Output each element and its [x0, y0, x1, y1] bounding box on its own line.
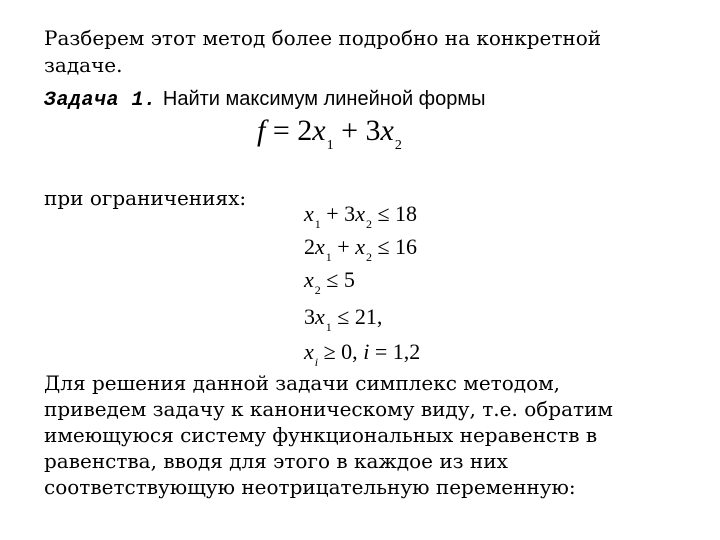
c2-sub-a: 1: [325, 250, 332, 264]
constraint-4: [304, 303, 382, 334]
constraint-2: [304, 233, 417, 264]
constraint-3: [304, 266, 355, 297]
c5-sub-a: i: [314, 355, 319, 369]
c4-var-a: x: [315, 304, 325, 329]
explanation-line: имеющуюся систему функциональных неравенств в: [44, 423, 598, 447]
constraints-label: при ограничениях:: [44, 186, 247, 210]
c2-mid: +: [331, 234, 356, 259]
c5-tail: = 1,2: [369, 339, 421, 364]
c1-rhs: ≤ 18: [371, 201, 418, 226]
task-text: Найти максимум линейной формы: [162, 88, 486, 110]
c1-var-b: x: [355, 201, 365, 226]
c1-var-a: x: [304, 201, 314, 226]
c3-sub-a: 2: [314, 283, 321, 297]
c4-rhs: ≤ 21,: [331, 304, 383, 329]
c2-var-a: x: [315, 234, 325, 259]
objective-var-2: x: [380, 114, 394, 147]
c5-var-a: x: [304, 339, 314, 364]
objective-sub-2: 2: [394, 138, 402, 153]
constraint-1: [304, 200, 417, 231]
intro-line-1: Разберем этот метод более подробно на конкретной: [44, 26, 602, 50]
objective-formula: [257, 115, 402, 153]
task-statement: [44, 85, 486, 114]
task-label: Задача 1.: [44, 89, 157, 112]
explanation-line: приведем задачу к каноническому виду, т.е. обратим: [44, 397, 613, 421]
explanation-line: соответствующую неотрицательную переменную:: [44, 475, 576, 499]
constraint-5: [304, 338, 420, 369]
c1-sub-b: 2: [365, 217, 372, 231]
c1-sub-a: 1: [314, 217, 321, 231]
c1-mid: + 3: [320, 201, 356, 226]
c4-sub-a: 1: [325, 320, 332, 334]
intro-line-2: задаче.: [44, 53, 123, 77]
c2-pre: 2: [304, 234, 315, 259]
c2-rhs: ≤ 16: [371, 234, 418, 259]
c5-rhs: ≥ 0,: [318, 339, 364, 364]
explanation-paragraph: [44, 370, 613, 500]
objective-lhs: f: [257, 114, 266, 147]
objective-sub-1: 1: [326, 138, 334, 153]
explanation-line: равенства, вводя для этого в каждое из них: [44, 449, 508, 473]
explanation-line: Для решения данной задачи симплекс методом,: [44, 371, 561, 395]
objective-var-1: x: [312, 114, 326, 147]
objective-eq: = 2: [265, 114, 313, 147]
c3-rhs: ≤ 5: [320, 267, 355, 292]
c3-var-a: x: [304, 267, 314, 292]
c4-pre: 3: [304, 304, 315, 329]
objective-plus: + 3: [333, 114, 381, 147]
c5-index: i: [363, 339, 370, 364]
c2-var-b: x: [355, 234, 365, 259]
c2-sub-b: 2: [365, 250, 372, 264]
